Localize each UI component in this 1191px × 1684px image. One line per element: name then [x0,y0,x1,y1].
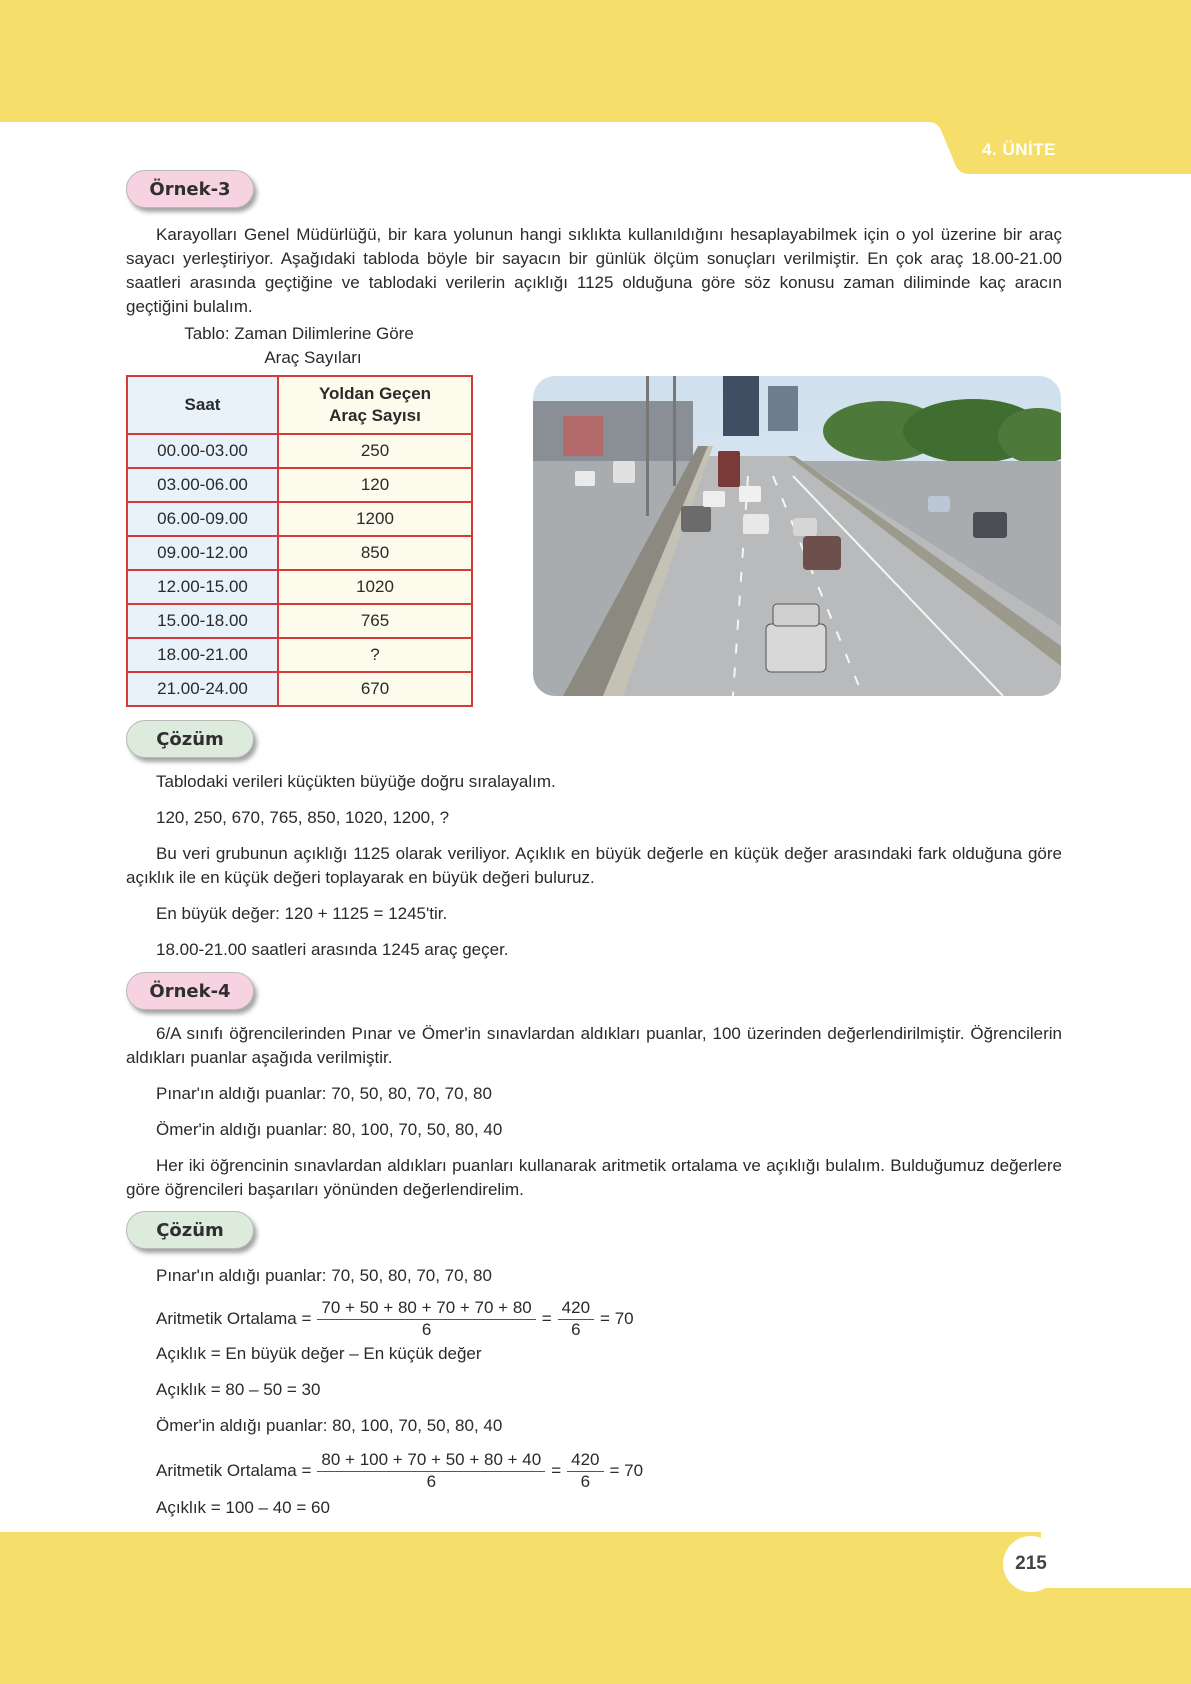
time-cell: 21.00-24.00 [127,672,278,706]
count-cell: 120 [278,468,472,502]
header-saat: Saat [127,376,278,434]
highway-traffic-photo [533,376,1061,696]
time-cell: 15.00-18.00 [127,604,278,638]
table-row [127,434,472,468]
omer-mean-formula [156,1450,643,1492]
solution-3-badge: Çözüm [126,720,254,758]
table-row [127,638,472,672]
example-3-text: Karayolları Genel Müdürlüğü, bir kara yolunun hangi sıklıkta kullanıldığını hesaplayabilmek için o yol üzerine bir araç sayacı yerleştiriyor. Aşağıdaki tabloda böyle bir sayacın bir günlük ölçüm sonuçları verilmiştir. En çok araç 18.00-21.00 saatleri arasında geçtiğine ve tablodaki verilerin açıklığı 1125 olduğuna göre söz konusu zaman diliminde kaç aracın geçtiğini bulalım. [126,225,1062,316]
fraction-numerator: 420 [567,1450,603,1472]
solution-3-answer: 18.00-21.00 saatleri arasında 1245 araç geçer. [156,940,509,959]
unit-tab [929,122,1191,174]
table-caption-line1: Tablo: Zaman Dilimlerine Göre [184,324,414,343]
pinar-total-fraction [558,1298,594,1340]
table-caption-line2: Araç Sayıları [264,348,362,367]
omer-total-fraction [567,1450,603,1492]
header-vehicle-count [278,376,472,434]
example-4-paragraph2: Her iki öğrencinin sınavlardan aldıkları puanları kullanarak aritmetik ortalama ve açıklığı bulalım. Bulduğumuz değerlere göre öğrencileri başarıları yönünden değerlendirelim. [126,1156,1062,1199]
time-cell: 09.00-12.00 [127,536,278,570]
fraction-denominator: 6 [571,1320,581,1339]
pinar-range: Açıklık = 80 – 50 = 30 [156,1380,321,1399]
table-row [127,604,472,638]
pinar-sum-fraction [317,1298,535,1340]
fraction-numerator: 70 + 50 + 80 + 70 + 70 + 80 [317,1298,535,1320]
fraction-denominator: 6 [421,1320,432,1339]
page-number: 215 [1003,1536,1059,1592]
table-row [127,672,472,706]
example-4-pinar-scores: Pınar'ın aldığı puanlar: 70, 50, 80, 70, 70, 80 [156,1084,492,1103]
mean-label: Aritmetik Ortalama = [156,1309,312,1328]
solution-3-paragraph: Bu veri grubunun açıklığı 1125 olarak veriliyor. Açıklık en büyük değerle en küçük değer arasındaki fark olduğuna göre açıklık ile en küçük değeri toplayarak en büyük değeri buluruz. [126,844,1062,887]
count-cell: 1020 [278,570,472,604]
example-3-badge: Örnek-3 [126,170,254,208]
solution-4-pinar-scores: Pınar'ın aldığı puanlar: 70, 50, 80, 70, 70, 80 [156,1266,492,1285]
pinar-mean-formula [156,1298,634,1340]
range-definition: Açıklık = En büyük değer – En küçük değer [156,1344,482,1363]
count-cell: ? [278,638,472,672]
table-row [127,502,472,536]
count-cell: 850 [278,536,472,570]
time-cell: 00.00-03.00 [127,434,278,468]
fraction-numerator: 420 [558,1298,594,1320]
example-4-omer-scores: Ömer'in aldığı puanlar: 80, 100, 70, 50, 80, 40 [156,1120,503,1139]
time-cell: 06.00-09.00 [127,502,278,536]
omer-sum-fraction [317,1450,545,1492]
solution-3-sorted-values: 120, 250, 670, 765, 850, 1020, 1200, ? [156,808,450,827]
count-cell: 1200 [278,502,472,536]
time-cell: 03.00-06.00 [127,468,278,502]
table-row [127,536,472,570]
header-vehicle-count-text: Yoldan Geçen Araç Sayısı [318,384,432,425]
count-cell: 765 [278,604,472,638]
fraction-denominator: 6 [580,1472,591,1491]
unit-label: 4. ÜNİTE [982,140,1056,159]
count-cell: 250 [278,434,472,468]
time-cell: 12.00-15.00 [127,570,278,604]
time-cell: 18.00-21.00 [127,638,278,672]
example-4-paragraph1: 6/A sınıfı öğrencilerinden Pınar ve Ömer'in sınavlardan aldıkları puanlar, 100 üzerinden değerlendirilmiştir. Öğrencilerin aldıkları puanlar aşağıda verilmiştir. [126,1024,1062,1067]
vehicle-count-table [126,375,473,707]
table-row [127,570,472,604]
equals-sign: = [541,1309,552,1328]
solution-3-largest-value: En büyük değer: 120 + 1125 = 1245'tir. [156,904,448,923]
table-row [127,468,472,502]
top-band [0,0,1191,122]
fraction-numerator: 80 + 100 + 70 + 50 + 80 + 40 [317,1450,545,1472]
solution-4-omer-scores: Ömer'in aldığı puanlar: 80, 100, 70, 50, 80, 40 [156,1416,503,1435]
mean-result: = 70 [609,1461,644,1480]
mean-result: = 70 [600,1309,634,1328]
equals-sign: = [551,1461,562,1480]
solution-4-badge: Çözüm [126,1211,254,1249]
example-4-badge: Örnek-4 [126,972,254,1010]
count-cell: 670 [278,672,472,706]
solution-3-line1: Tablodaki verileri küçükten büyüğe doğru sıralayalım. [156,772,556,791]
mean-label: Aritmetik Ortalama = [156,1461,312,1480]
page-strip [1041,1532,1191,1588]
omer-range: Açıklık = 100 – 40 = 60 [156,1498,330,1517]
fraction-denominator: 6 [426,1472,437,1491]
